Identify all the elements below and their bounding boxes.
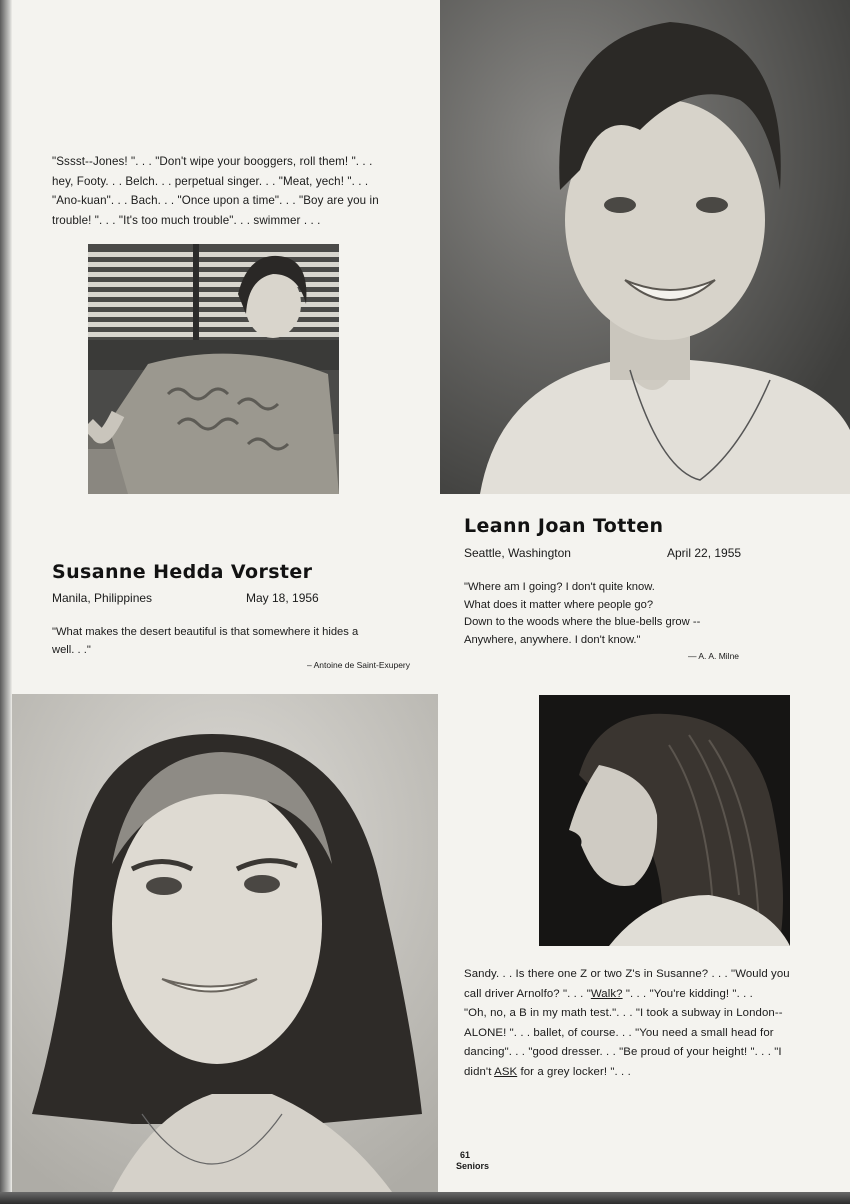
vorster-quote-attribution: – Antoine de Saint-Exupery xyxy=(307,660,411,670)
totten-quip: Sandy. . . Is there one Z or two Z's in Susanne? . . . "Would you call driver Arnolfo? ". . . "Walk? ". . . "You're kidding! ". . . "Oh, no, a B in my math test.". . . "I took a subway in London-- ALONE! ". . . ballet, of course. . . "You need a small head for dancing". . . "good dresser. . . "Be proud of your height! ". . . "I didn't ASK for a grey locker! ". . . xyxy=(464,968,790,1078)
vorster-quote: "What makes the desert beautiful is that somewhere it hides a well. . ." xyxy=(52,626,359,656)
page-binding-shadow xyxy=(0,0,12,1204)
vorster-hometown: Manila, Philippines xyxy=(52,591,153,605)
vorster-portrait-photo xyxy=(12,694,438,1192)
totten-portrait-photo xyxy=(440,0,850,494)
page-bottom-edge xyxy=(0,1192,850,1204)
totten-hometown: Seattle, Washington xyxy=(464,546,571,560)
page-number: 61 xyxy=(460,1150,471,1160)
vorster-name: Susanne Hedda Vorster xyxy=(52,561,313,583)
vorster-quip: "Sssst--Jones! ". . . "Don't wipe your booggers, roll them! ". . . hey, Footy. . . Belch. . . perpetual singer. . . "Meat, yech! ". . . "Ano-kuan". . . Bach. . . "Once upon a time". . . "Boy are you in trouble! ". . . "It's too much trouble". . . swimmer . . . xyxy=(52,155,379,227)
section-label: Seniors xyxy=(456,1161,490,1171)
page-footer xyxy=(456,1150,489,1172)
totten-name: Leann Joan Totten xyxy=(464,515,664,537)
vorster-birthdate: May 18, 1956 xyxy=(246,591,319,605)
vorster-candid-photo xyxy=(88,244,339,494)
totten-profile-photo xyxy=(539,695,790,946)
totten-birthdate: April 22, 1955 xyxy=(667,546,742,560)
totten-quote-attribution: — A. A. Milne xyxy=(688,651,740,661)
totten-quote: "Where am I going? I don't quite know. What does it matter where people go? Down to the woods where the blue-bells grow -- Anywhere, anywhere. I don't know." xyxy=(464,581,701,646)
